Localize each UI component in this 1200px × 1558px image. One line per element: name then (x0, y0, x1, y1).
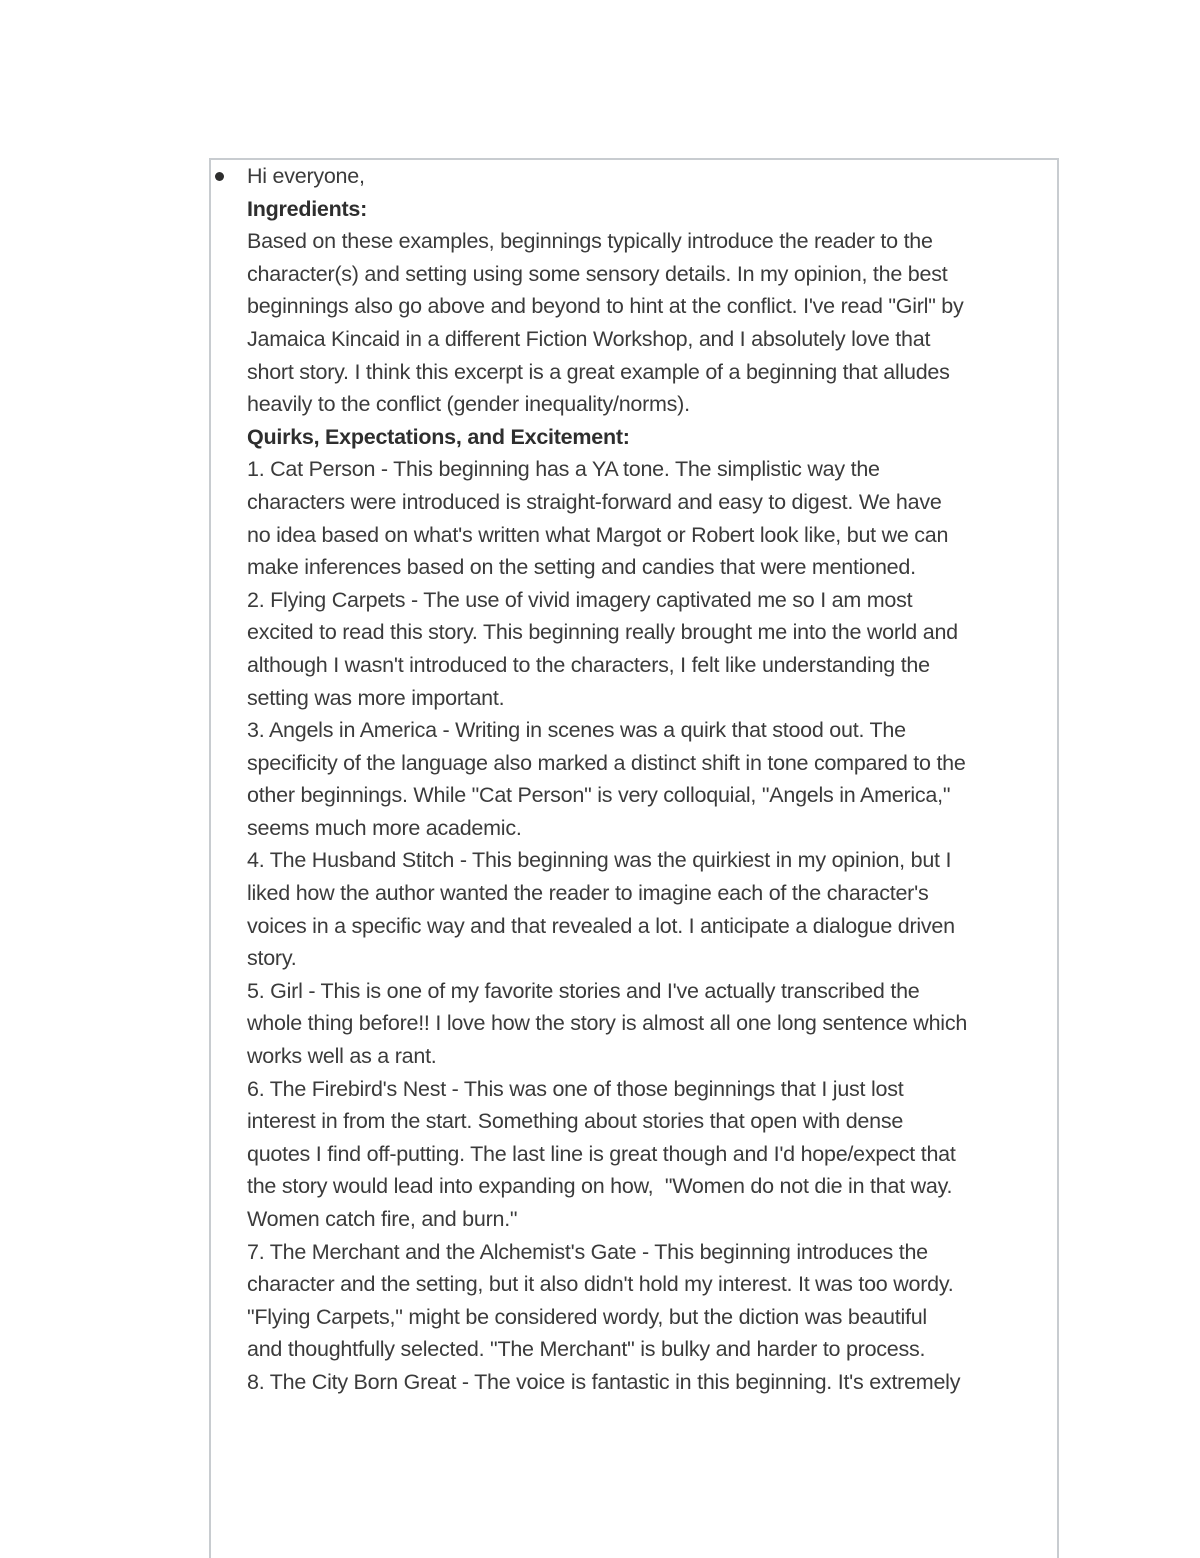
story-response-line: "Flying Carpets," might be considered wordy, but the diction was beautiful (247, 1304, 927, 1329)
bullet-icon (215, 172, 224, 181)
ingredients-line: Based on these examples, beginnings typically introduce the reader to the (247, 229, 933, 254)
quirks-heading: Quirks, Expectations, and Excitement: (247, 424, 630, 449)
story-response-line: 5. Girl - This is one of my favorite stories and I've actually transcribed the (247, 978, 920, 1003)
story-responses-list (247, 453, 1059, 1398)
story-response-item (247, 844, 1059, 974)
story-response-item (247, 1236, 1059, 1366)
ingredients-heading: Ingredients: (247, 196, 368, 221)
story-response-line: characters were introduced is straight-forward and easy to digest. We have (247, 489, 942, 514)
story-response-line: other beginnings. While "Cat Person" is very colloquial, "Angels in America," (247, 783, 951, 808)
story-response-line: whole thing before!! I love how the story is almost all one long sentence which (247, 1011, 968, 1036)
story-response-line: make inferences based on the setting and candies that were mentioned. (247, 555, 916, 580)
story-response-line: works well as a rant. (247, 1044, 437, 1069)
story-response-line: quotes I find off-putting. The last line is great though and I'd hope/expect that (247, 1141, 956, 1166)
story-response-line: specificity of the language also marked a distinct shift in tone compared to the (247, 750, 966, 775)
story-response-item (247, 584, 1059, 714)
story-response-line: setting was more important. (247, 685, 505, 710)
story-response-line: the story would lead into expanding on how, "Women do not die in that way. (247, 1174, 953, 1199)
ingredients-line: Jamaica Kincaid in a different Fiction Workshop, and I absolutely love that (247, 326, 931, 351)
story-response-item (247, 453, 1059, 583)
story-response-line: 7. The Merchant and the Alchemist's Gate - This beginning introduces the (247, 1239, 928, 1264)
story-response-line: liked how the author wanted the reader to imagine each of the character's (247, 881, 929, 906)
discussion-post-box (209, 158, 1059, 1558)
story-response-line: no idea based on what's written what Margot or Robert look like, but we can (247, 522, 949, 547)
story-response-line: 6. The Firebird's Nest - This was one of those beginnings that I just lost (247, 1076, 904, 1101)
story-response-item (247, 975, 1059, 1073)
post-content (247, 160, 1059, 1399)
ingredients-line: heavily to the conflict (gender inequality/norms). (247, 392, 690, 417)
story-response-line: interest in from the start. Something about stories that open with dense (247, 1109, 904, 1134)
ingredients-paragraph (247, 225, 1059, 421)
story-response-line: although I wasn't introduced to the characters, I felt like understanding the (247, 652, 930, 677)
ingredients-line: character(s) and setting using some sensory details. In my opinion, the best (247, 261, 948, 286)
story-response-item (247, 714, 1059, 844)
story-response-line: character and the setting, but it also didn't hold my interest. It was too wordy. (247, 1272, 954, 1297)
story-response-line: 2. Flying Carpets - The use of vivid imagery captivated me so I am most (247, 587, 913, 612)
story-response-line: 4. The Husband Stitch - This beginning was the quirkiest in my opinion, but I (247, 848, 952, 873)
greeting-text: Hi everyone, (247, 164, 365, 188)
story-response-line: 3. Angels in America - Writing in scenes was a quirk that stood out. The (247, 718, 906, 743)
story-response-line: excited to read this story. This beginning really brought me into the world and (247, 620, 958, 645)
story-response-line: Women catch fire, and burn." (247, 1207, 518, 1231)
story-response-line: story. (247, 946, 297, 971)
story-response-line: voices in a specific way and that revealed a lot. I anticipate a dialogue driven (247, 913, 955, 938)
ingredients-line: short story. I think this excerpt is a great example of a beginning that alludes (247, 359, 950, 384)
story-response-line: seems much more academic. (247, 815, 522, 840)
story-response-line: 8. The City Born Great - The voice is fantastic in this beginning. It's extremely (247, 1369, 961, 1394)
story-response-line: and thoughtfully selected. "The Merchant" is bulky and harder to process. (247, 1337, 926, 1362)
story-response-item (247, 1073, 1059, 1236)
ingredients-line: beginnings also go above and beyond to hint at the conflict. I've read "Girl" by (247, 294, 964, 319)
story-response-item (247, 1366, 1059, 1399)
story-response-line: 1. Cat Person - This beginning has a YA tone. The simplistic way the (247, 457, 880, 482)
